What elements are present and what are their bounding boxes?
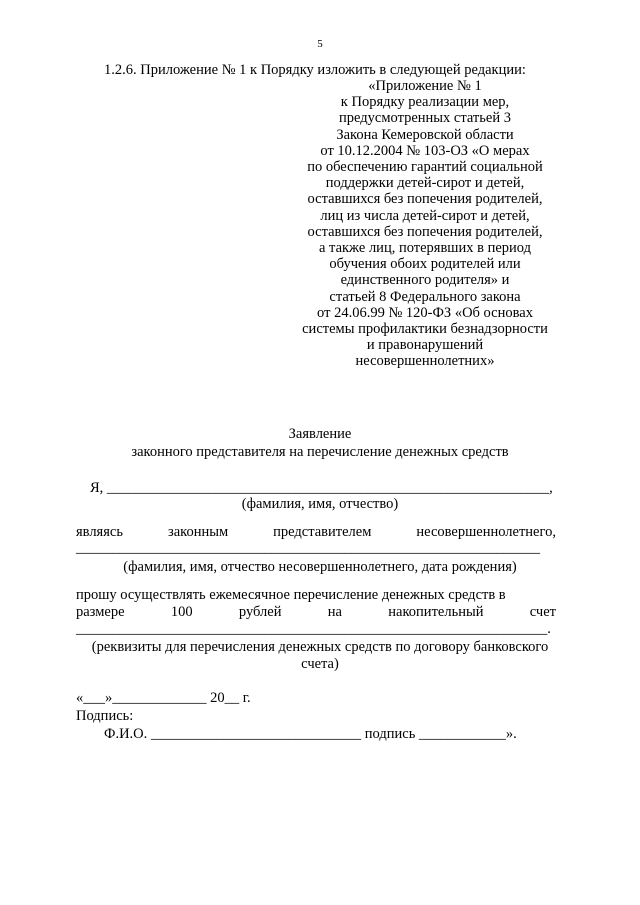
word: представителем bbox=[273, 524, 372, 540]
word: накопительный bbox=[388, 604, 484, 620]
document-subtitle: законного представителя на перечисление денежных средств bbox=[131, 444, 509, 460]
appendix-line: и правонарушений bbox=[366, 337, 484, 354]
word: законным bbox=[167, 524, 229, 540]
signature-label: Подпись: bbox=[76, 708, 134, 724]
appendix-line: лиц из числа детей-сирот и детей, bbox=[320, 207, 530, 224]
word: размере bbox=[76, 604, 125, 620]
hint-applicant-name: (фамилия, имя, отчество) bbox=[241, 496, 399, 512]
appendix-line: а также лиц, потерявших в период bbox=[319, 240, 531, 257]
date-line: «___»_____________ 20__ г. bbox=[76, 690, 251, 706]
appendix-line: предусмотренных статьей 3 bbox=[339, 110, 511, 127]
word: рублей bbox=[238, 604, 282, 620]
word: счет bbox=[529, 604, 556, 620]
appendix-line: оставшихся без попечения родителей, bbox=[307, 223, 543, 240]
intro-paragraph: 1.2.6. Приложение № 1 к Порядку изложить в следующей редакции: bbox=[104, 62, 526, 78]
appendix-line: от 10.12.2004 № 103-ОЗ «О мерах bbox=[320, 142, 530, 159]
appendix-line: поддержки детей-сирот и детей, bbox=[325, 175, 525, 192]
request-line: прошу осуществлять ежемесячное перечисление денежных средств в bbox=[76, 587, 506, 603]
word: несовершеннолетнего, bbox=[416, 524, 556, 540]
hint-account-line-2: счета) bbox=[301, 656, 339, 672]
appendix-line: к Порядку реализации мер, bbox=[340, 94, 510, 111]
appendix-line: Закона Кемеровской области bbox=[336, 126, 514, 143]
document-title: Заявление bbox=[288, 426, 352, 442]
appendix-line: системы профилактики безнадзорности bbox=[302, 321, 548, 338]
applicant-name-line: Я, _____________________________________________________________, bbox=[90, 480, 553, 496]
hint-minor: (фамилия, имя, отчество несовершеннолетнего, дата рождения) bbox=[123, 559, 517, 575]
appendix-line: статьей 8 Федерального закона bbox=[329, 288, 521, 305]
representative-line bbox=[76, 524, 556, 541]
appendix-line: по обеспечению гарантий социальной bbox=[307, 159, 543, 176]
amount-line bbox=[76, 604, 556, 621]
appendix-line: несовершеннолетних» bbox=[355, 353, 495, 370]
word: 100 bbox=[170, 604, 193, 620]
fio-signature-line: Ф.И.О. _____________________________ подпись ____________». bbox=[104, 726, 517, 742]
word: на bbox=[327, 604, 342, 620]
appendix-line: от 24.06.99 № 120-ФЗ «Об основах bbox=[317, 304, 533, 321]
hint-account-line-1: (реквизиты для перечисления денежных средств по договору банковского bbox=[91, 639, 549, 655]
appendix-header bbox=[280, 78, 570, 370]
page-number: 5 bbox=[317, 38, 323, 50]
appendix-line: единственного родителя» и bbox=[340, 272, 510, 289]
minor-name-blank: ________________________________________________________________ bbox=[76, 540, 540, 556]
account-blank: _________________________________________________________________. bbox=[76, 621, 551, 637]
appendix-line: «Приложение № 1 bbox=[368, 78, 482, 94]
appendix-line: оставшихся без попечения родителей, bbox=[307, 191, 543, 208]
word: являясь bbox=[76, 524, 123, 540]
appendix-line: обучения обоих родителей или bbox=[329, 256, 521, 273]
